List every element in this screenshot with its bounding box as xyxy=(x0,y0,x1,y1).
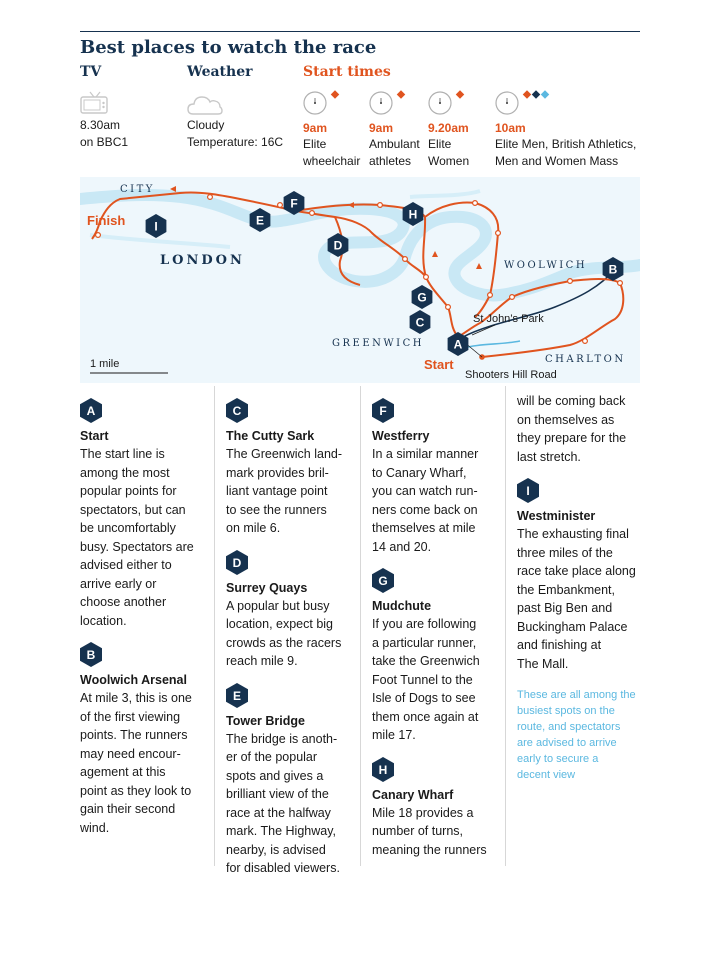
section-title-start: Start xyxy=(80,429,109,443)
section-body-westminister: The exhausting final three miles of the race take place along the Embankment, past Big Ben and Buckingham Palace and finishing at The Mall. xyxy=(517,527,636,671)
svg-text:A: A xyxy=(86,404,96,418)
svg-text:I: I xyxy=(526,484,530,498)
section-body-surrey-quays: A popular but busy location, expect big crowds as the racers reach mile 9. xyxy=(226,598,342,668)
svg-text:F: F xyxy=(290,196,298,211)
svg-text:F: F xyxy=(379,404,387,418)
section-title-surrey-quays: Surrey Quays xyxy=(226,580,308,595)
hex-badge-i xyxy=(517,478,539,503)
svg-text:I: I xyxy=(154,219,158,234)
svg-text:E: E xyxy=(255,213,265,228)
column-divider xyxy=(505,386,506,866)
hex-badge-a xyxy=(80,398,102,423)
section-body-tower-bridge: The bridge is anoth- er of the popular spots and gives a brilliant view of the race at the halfway mark. The Highway, nearby, is advised for disabled viewers. xyxy=(226,731,340,875)
label-city: CITY xyxy=(120,184,155,195)
tv-time: 8.30am xyxy=(80,118,121,132)
svg-text:C: C xyxy=(232,404,242,418)
svg-text:B: B xyxy=(86,648,96,662)
label-finish: Finish xyxy=(87,213,126,228)
label-woolwich: WOOLWICH xyxy=(504,260,588,271)
hex-badge-f xyxy=(372,398,394,423)
svg-text:H: H xyxy=(378,762,388,777)
svg-text:G: G xyxy=(417,290,427,305)
start-group-1: Elite wheelchair xyxy=(303,137,361,168)
start-group-3: Elite Women xyxy=(428,137,470,168)
footnote: These are all among the busiest spots on the route, and spectators are advised to arrive early to secure a decent view xyxy=(517,689,636,781)
start-time-3: 9.20am xyxy=(428,121,469,135)
label-start: Start xyxy=(424,357,454,372)
section-body-canary-wharf-cont: will be coming back on themselves as they prepare for the last stretch. xyxy=(517,394,627,464)
section-body-westferry: In a similar manner to Canary Wharf, you can watch run- ners come back on themselves at mile 14 and 20. xyxy=(372,447,479,554)
label-shooters-hill-road: Shooters Hill Road xyxy=(465,369,557,381)
start-time-2: 9am xyxy=(369,121,394,135)
start-group-2: Ambulant athletes xyxy=(369,137,420,168)
page-title: Best places to watch the race xyxy=(80,37,377,58)
hex-badge-h xyxy=(372,757,394,782)
tv-channel: on BBC1 xyxy=(80,135,129,149)
svg-text:A: A xyxy=(453,337,463,352)
label-scale: 1 mile xyxy=(90,358,120,370)
section-title-cutty-sark: The Cutty Sark xyxy=(226,429,315,443)
clock-icon xyxy=(495,90,565,118)
tv-icon xyxy=(80,91,110,115)
route-map xyxy=(80,177,640,383)
svg-text:C: C xyxy=(415,315,425,330)
section-title-tower-bridge: Tower Bridge xyxy=(226,713,305,728)
clock-icon xyxy=(369,90,419,118)
label-london: LONDON xyxy=(160,253,245,268)
svg-text:D: D xyxy=(232,555,242,570)
hex-badge-g xyxy=(372,568,394,593)
start-group-4: Elite Men, British Athletics, Men and Women Mass xyxy=(495,137,637,168)
cloud-icon xyxy=(187,94,223,116)
svg-text:H: H xyxy=(408,207,418,222)
weather-temperature: Temperature: 16C xyxy=(187,135,284,149)
svg-text:B: B xyxy=(608,262,618,277)
svg-text:D: D xyxy=(333,238,343,253)
section-body-cutty-sark: The Greenwich land- mark provides bril- liant vantage point to see the runners on mile 6. xyxy=(226,447,343,535)
column-divider xyxy=(360,386,361,866)
svg-text:E: E xyxy=(232,688,242,703)
svg-text:G: G xyxy=(378,574,388,588)
label-st-johns-park: St John’s Park xyxy=(473,313,544,325)
label-charlton: CHARLTON xyxy=(545,354,626,365)
start-times-heading: Start times xyxy=(303,64,391,80)
section-title-westferry: Westferry xyxy=(372,429,430,443)
section-title-canary-wharf: Canary Wharf xyxy=(372,787,454,802)
column-1 xyxy=(80,386,212,837)
section-body-start: The start line is among the most popular points for spectators, but can be uncomfortably busy. Spectators are advised either to arrive early or choose another location. xyxy=(80,447,194,628)
weather-condition: Cloudy xyxy=(187,118,225,132)
hex-badge-e xyxy=(226,683,248,708)
clock-icon xyxy=(303,90,353,118)
hex-badge-c xyxy=(226,398,248,423)
section-title-westminister: Westminister xyxy=(517,509,596,523)
section-body-woolwich-arsenal: At mile 3, this is one of the first viewing points. The runners may need encour- agement at this point as they look to gain their second wind. xyxy=(80,691,192,835)
hex-badge-d xyxy=(226,550,248,575)
start-time-1: 9am xyxy=(303,121,328,135)
weather-heading: Weather xyxy=(187,64,253,80)
section-body-mudchute: If you are following a particular runner, take the Greenwich Foot Tunnel to the Isle of Dogs to see them once again at mile 17. xyxy=(372,617,480,742)
tv-heading: TV xyxy=(80,64,102,80)
hex-badge-b xyxy=(80,642,102,667)
section-title-woolwich-arsenal: Woolwich Arsenal xyxy=(80,673,187,687)
section-title-mudchute: Mudchute xyxy=(372,599,432,613)
column-2 xyxy=(226,386,358,878)
start-time-4: 10am xyxy=(495,121,526,135)
clock-icon xyxy=(428,90,478,118)
top-rule xyxy=(80,31,640,32)
section-body-canary-wharf: Mile 18 provides a number of turns, meaning the runners xyxy=(372,805,487,857)
label-greenwich: GREENWICH xyxy=(332,338,424,349)
column-divider xyxy=(214,386,215,866)
column-3 xyxy=(372,386,504,859)
column-4 xyxy=(517,392,649,783)
